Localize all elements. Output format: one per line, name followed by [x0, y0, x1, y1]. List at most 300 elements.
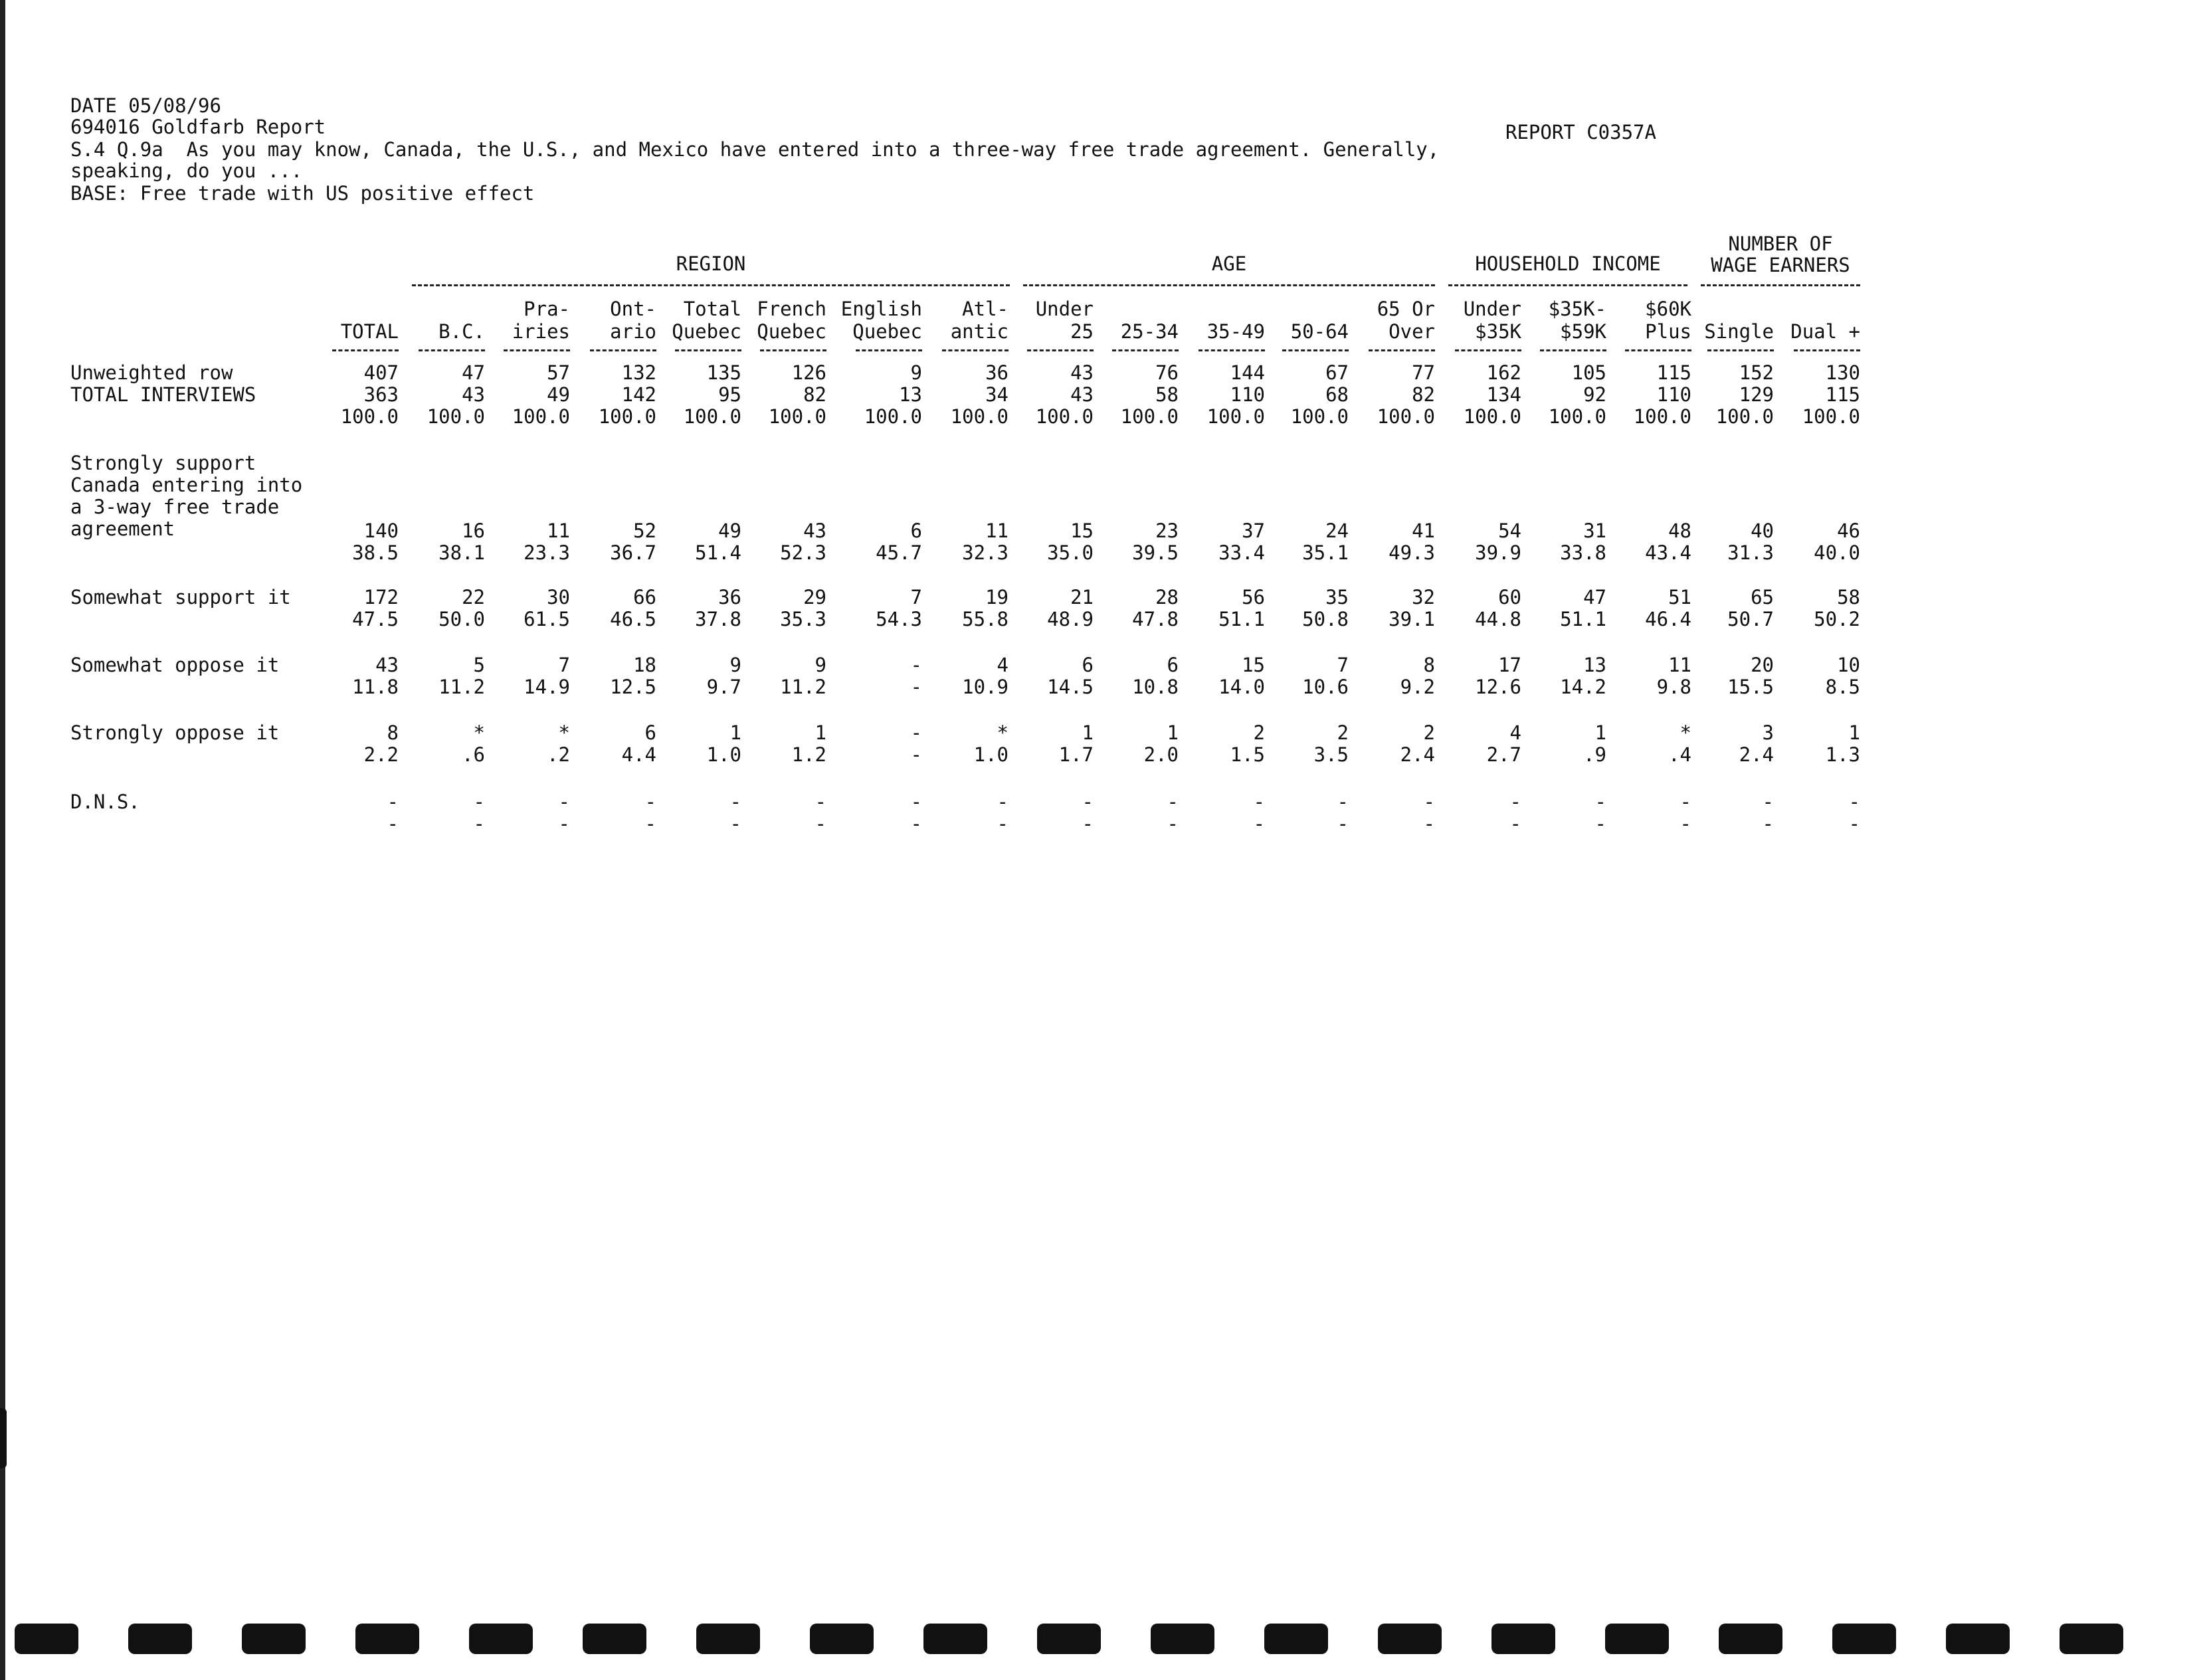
table-cell: -: [1253, 812, 1265, 835]
table-cell: 57: [547, 361, 570, 384]
table-cell: 1: [729, 721, 741, 744]
table-cell: 100.0: [1206, 405, 1265, 428]
table-cell: 110: [1656, 383, 1691, 406]
punch-mark: [1719, 1624, 1782, 1654]
column-header-line1: Under: [1463, 298, 1521, 320]
table-cell: 14.9: [524, 676, 570, 698]
table-cell: 100.0: [1463, 405, 1521, 428]
table-cell: 4: [997, 654, 1008, 676]
table-cell: -: [1509, 791, 1521, 813]
table-cell: 1: [1082, 721, 1094, 744]
group-heading-wage-earners-1: NUMBER OF: [1728, 233, 1833, 255]
table-cell: 14.0: [1218, 676, 1265, 698]
table-cell: 12.5: [610, 676, 656, 698]
table-cell: -: [1594, 791, 1606, 813]
table-cell: -: [644, 812, 656, 835]
table-cell: 172: [363, 586, 399, 608]
punch-mark: [1491, 1624, 1555, 1654]
column-header-line2: TOTAL: [340, 320, 399, 343]
table-cell: 32.3: [962, 541, 1008, 564]
table-cell: 144: [1230, 361, 1265, 384]
column-header-line2: 50-64: [1290, 320, 1349, 343]
table-cell: 100.0: [512, 405, 570, 428]
table-cell: 2.0: [1143, 743, 1179, 766]
table-cell: 67: [1325, 361, 1349, 384]
table-cell: 50.7: [1727, 608, 1774, 630]
table-cell: 61.5: [524, 608, 570, 630]
table-cell: 2: [1253, 721, 1265, 744]
column-header-line2: Quebec: [757, 320, 826, 343]
group-heading-age: AGE: [1211, 252, 1247, 275]
table-cell: -: [1337, 791, 1349, 813]
table-cell: -: [387, 791, 399, 813]
table-cell: 23: [1155, 519, 1179, 542]
question-text-line-2: speaking, do you ...: [70, 159, 303, 182]
table-cell: 52: [633, 519, 656, 542]
table-cell: 39.5: [1132, 541, 1179, 564]
column-header-rule: [1707, 349, 1774, 351]
table-cell: 11: [985, 519, 1008, 542]
punch-mark: [583, 1624, 646, 1654]
table-cell: 37.8: [695, 608, 741, 630]
row-label: TOTAL INTERVIEWS: [70, 383, 256, 406]
table-cell: 5: [473, 654, 485, 676]
table-cell: 1: [1594, 721, 1606, 744]
table-cell: -: [729, 812, 741, 835]
table-cell: 95: [718, 383, 741, 406]
punch-mark: [1832, 1624, 1896, 1654]
table-cell: 58: [1837, 586, 1860, 608]
table-cell: -: [1423, 791, 1435, 813]
column-header-line2: $35K: [1475, 320, 1521, 343]
table-cell: 58: [1155, 383, 1179, 406]
punch-mark: [1151, 1624, 1214, 1654]
punch-mark: [1378, 1624, 1442, 1654]
punch-mark: [696, 1624, 760, 1654]
column-header-rule: [1540, 349, 1606, 351]
group-heading-wage-earners-2: WAGE EARNERS: [1711, 254, 1850, 276]
column-header-rule: [1455, 349, 1521, 351]
row-label: D.N.S.: [70, 791, 140, 813]
table-cell: 47.8: [1132, 608, 1179, 630]
table-cell: 162: [1486, 361, 1521, 384]
table-cell: 40.0: [1814, 541, 1860, 564]
column-header-line2: ario: [610, 320, 656, 343]
table-cell: 407: [363, 361, 399, 384]
table-cell: 6: [644, 721, 656, 744]
table-cell: 8: [1423, 654, 1435, 676]
table-cell: 115: [1825, 383, 1860, 406]
table-cell: .2: [547, 743, 570, 766]
table-cell: 9.2: [1400, 676, 1435, 698]
table-cell: 1.0: [973, 743, 1008, 766]
table-cell: .9: [1583, 743, 1606, 766]
table-cell: -: [1082, 812, 1094, 835]
column-header-line1: English: [840, 298, 922, 320]
table-cell: 100.0: [1035, 405, 1094, 428]
table-cell: 48.9: [1047, 608, 1094, 630]
table-cell: 11: [547, 519, 570, 542]
column-header-line1: $35K-: [1548, 298, 1606, 320]
table-cell: 100.0: [864, 405, 922, 428]
table-cell: 19: [985, 586, 1008, 608]
table-cell: -: [1680, 791, 1691, 813]
table-cell: 48: [1668, 519, 1691, 542]
base-text: BASE: Free trade with US positive effect: [70, 182, 535, 205]
table-cell: 43.4: [1645, 541, 1691, 564]
column-header-line1: Under: [1035, 298, 1094, 320]
column-header-line2: iries: [512, 320, 570, 343]
report-title: 694016 Goldfarb Report: [70, 116, 326, 138]
column-header-line2: 25: [1070, 320, 1094, 343]
table-cell: -: [997, 812, 1008, 835]
table-cell: 47: [1583, 586, 1606, 608]
table-cell: 6: [1167, 654, 1179, 676]
column-header-line2: Plus: [1645, 320, 1691, 343]
table-cell: 126: [791, 361, 826, 384]
table-cell: 4: [1509, 721, 1521, 744]
table-cell: 39.9: [1475, 541, 1521, 564]
table-cell: 35: [1325, 586, 1349, 608]
column-header-line2: Quebec: [852, 320, 922, 343]
table-cell: 105: [1571, 361, 1606, 384]
table-cell: 9.7: [706, 676, 741, 698]
table-cell: 43: [375, 654, 399, 676]
table-cell: 14.2: [1560, 676, 1606, 698]
row-label: Strongly support: [70, 452, 256, 474]
table-cell: -: [1594, 812, 1606, 835]
table-cell: 11: [1668, 654, 1691, 676]
table-cell: 100.0: [768, 405, 826, 428]
column-header-line2: antic: [950, 320, 1008, 343]
table-cell: -: [473, 791, 485, 813]
row-label: Canada entering into: [70, 474, 303, 496]
table-cell: 100.0: [683, 405, 741, 428]
table-cell: 100.0: [427, 405, 485, 428]
table-cell: 32: [1412, 586, 1435, 608]
table-cell: 76: [1155, 361, 1179, 384]
table-cell: -: [1762, 791, 1774, 813]
table-cell: 60: [1498, 586, 1521, 608]
column-header-rule: [675, 349, 741, 351]
table-cell: -: [910, 791, 922, 813]
column-header-rule: [1794, 349, 1860, 351]
table-cell: 140: [363, 519, 399, 542]
table-cell: 100.0: [1290, 405, 1349, 428]
table-cell: 1.0: [706, 743, 741, 766]
table-cell: 51.1: [1218, 608, 1265, 630]
report-id: REPORT C0357A: [1505, 121, 1656, 143]
table-cell: 30: [547, 586, 570, 608]
punch-mark: [242, 1624, 306, 1654]
table-cell: 66: [633, 586, 656, 608]
table-cell: 18: [633, 654, 656, 676]
row-label: Unweighted row: [70, 361, 233, 384]
column-header-line2: 35-49: [1206, 320, 1265, 343]
table-cell: 11.2: [780, 676, 826, 698]
table-cell: 10.9: [962, 676, 1008, 698]
table-cell: 3: [1762, 721, 1774, 744]
table-cell: 14.5: [1047, 676, 1094, 698]
group-rule-household-income: [1448, 284, 1687, 286]
column-header-rule: [1625, 349, 1691, 351]
table-cell: 22: [462, 586, 485, 608]
table-cell: 36.7: [610, 541, 656, 564]
table-cell: -: [997, 791, 1008, 813]
column-header-line1: Ont-: [610, 298, 656, 320]
table-cell: 10.8: [1132, 676, 1179, 698]
table-cell: 15: [1242, 654, 1265, 676]
table-cell: -: [910, 812, 922, 835]
table-cell: 115: [1656, 361, 1691, 384]
table-cell: 7: [910, 586, 922, 608]
punch-mark: [15, 1624, 78, 1654]
table-cell: 49: [547, 383, 570, 406]
table-cell: 6: [1082, 654, 1094, 676]
table-cell: 33.8: [1560, 541, 1606, 564]
row-label: a 3-way free trade: [70, 496, 280, 518]
table-cell: 39.1: [1389, 608, 1435, 630]
table-cell: 49: [718, 519, 741, 542]
table-cell: 9: [815, 654, 826, 676]
group-rule-region: [412, 284, 1010, 286]
column-header-line1: Atl-: [962, 298, 1008, 320]
table-cell: 110: [1230, 383, 1265, 406]
column-header-line2: B.C.: [438, 320, 485, 343]
table-cell: 36: [718, 586, 741, 608]
table-cell: 37: [1242, 519, 1265, 542]
punch-mark: [923, 1624, 987, 1654]
table-cell: 100.0: [950, 405, 1008, 428]
table-cell: 13: [1583, 654, 1606, 676]
table-cell: 46.4: [1645, 608, 1691, 630]
table-cell: -: [473, 812, 485, 835]
table-cell: -: [910, 721, 922, 744]
table-cell: -: [387, 812, 399, 835]
table-cell: 100.0: [1802, 405, 1860, 428]
table-cell: 47: [462, 361, 485, 384]
table-cell: -: [644, 791, 656, 813]
punch-mark: [2060, 1624, 2123, 1654]
table-cell: -: [558, 791, 570, 813]
punch-mark: [810, 1624, 874, 1654]
column-header-rule: [332, 349, 399, 351]
table-cell: 16: [462, 519, 485, 542]
table-cell: 4.4: [621, 743, 656, 766]
report-date: DATE 05/08/96: [70, 94, 221, 117]
table-cell: 43: [803, 519, 826, 542]
table-cell: -: [1680, 812, 1691, 835]
table-cell: 46: [1837, 519, 1860, 542]
table-cell: 3.5: [1313, 743, 1349, 766]
group-rule-age: [1023, 284, 1435, 286]
table-cell: 1.3: [1825, 743, 1860, 766]
table-cell: 54.3: [876, 608, 922, 630]
table-cell: -: [910, 654, 922, 676]
question-text-line-1: S.4 Q.9a As you may know, Canada, the U.S., and Mexico have entered into a three-way free trade agreement. Generally,: [70, 138, 1440, 161]
table-cell: *: [558, 721, 570, 744]
table-cell: .6: [462, 743, 485, 766]
table-cell: 33.4: [1218, 541, 1265, 564]
table-cell: -: [1337, 812, 1349, 835]
table-cell: 17: [1498, 654, 1521, 676]
table-cell: 34: [985, 383, 1008, 406]
table-cell: 47.5: [352, 608, 399, 630]
table-cell: 2.4: [1739, 743, 1774, 766]
table-cell: 51.4: [695, 541, 741, 564]
table-cell: *: [997, 721, 1008, 744]
table-cell: 77: [1412, 361, 1435, 384]
table-cell: 55.8: [962, 608, 1008, 630]
table-cell: 100.0: [1715, 405, 1774, 428]
table-cell: 29: [803, 586, 826, 608]
table-cell: 31: [1583, 519, 1606, 542]
column-header-line2: Over: [1389, 320, 1435, 343]
table-cell: 15: [1070, 519, 1094, 542]
group-rule-wage-earners: [1701, 284, 1860, 286]
punch-mark: [469, 1624, 533, 1654]
table-cell: -: [1509, 812, 1521, 835]
table-cell: 1.2: [791, 743, 826, 766]
table-cell: 45.7: [876, 541, 922, 564]
table-cell: 9.8: [1656, 676, 1691, 698]
table-cell: 65: [1751, 586, 1774, 608]
row-label: agreement: [70, 517, 175, 540]
table-cell: 43: [1070, 361, 1094, 384]
table-cell: 1: [815, 721, 826, 744]
table-cell: -: [1167, 812, 1179, 835]
punch-mark: [1605, 1624, 1669, 1654]
table-cell: 50.8: [1302, 608, 1349, 630]
table-cell: 13: [899, 383, 922, 406]
table-cell: 132: [621, 361, 656, 384]
table-cell: -: [1423, 812, 1435, 835]
table-cell: 15.5: [1727, 676, 1774, 698]
row-label: Strongly oppose it: [70, 721, 280, 744]
table-cell: 28: [1155, 586, 1179, 608]
column-header-line1: $60K: [1645, 298, 1691, 320]
table-cell: 68: [1325, 383, 1349, 406]
table-cell: .4: [1668, 743, 1691, 766]
table-cell: 52.3: [780, 541, 826, 564]
table-cell: -: [1848, 812, 1860, 835]
group-heading-region: REGION: [676, 252, 746, 275]
table-cell: 50.0: [438, 608, 485, 630]
table-cell: 363: [363, 383, 399, 406]
table-cell: 130: [1825, 361, 1860, 384]
table-cell: -: [910, 743, 922, 766]
column-header-rule: [1282, 349, 1349, 351]
table-cell: 1: [1848, 721, 1860, 744]
column-header-rule: [419, 349, 485, 351]
table-cell: 23.3: [524, 541, 570, 564]
column-header-rule: [1369, 349, 1435, 351]
column-header-line1: French: [757, 298, 826, 320]
table-cell: 2.7: [1486, 743, 1521, 766]
row-label: Somewhat support it: [70, 586, 291, 608]
punch-mark: [128, 1624, 192, 1654]
table-cell: 135: [706, 361, 741, 384]
table-cell: 100.0: [1377, 405, 1435, 428]
column-header-line1: 65 Or: [1377, 298, 1435, 320]
table-cell: 49.3: [1389, 541, 1435, 564]
table-cell: 51.1: [1560, 608, 1606, 630]
column-header-line2: $59K: [1560, 320, 1606, 343]
table-cell: 1.7: [1058, 743, 1094, 766]
table-cell: -: [815, 791, 826, 813]
table-cell: 56: [1242, 586, 1265, 608]
table-cell: 24: [1325, 519, 1349, 542]
table-cell: -: [1848, 791, 1860, 813]
table-cell: 38.5: [352, 541, 399, 564]
table-cell: 100.0: [1548, 405, 1606, 428]
column-header-line2: 25-34: [1120, 320, 1179, 343]
table-cell: 10: [1837, 654, 1860, 676]
column-header-rule: [504, 349, 570, 351]
table-cell: 7: [1337, 654, 1349, 676]
column-header-line1: Total: [683, 298, 741, 320]
table-cell: 2: [1337, 721, 1349, 744]
column-header-rule: [1027, 349, 1094, 351]
table-cell: 152: [1739, 361, 1774, 384]
column-header-line1: Pra-: [524, 298, 570, 320]
table-cell: 100.0: [1120, 405, 1179, 428]
table-cell: 51: [1668, 586, 1691, 608]
table-cell: 92: [1583, 383, 1606, 406]
table-cell: 82: [1412, 383, 1435, 406]
table-cell: 43: [462, 383, 485, 406]
table-cell: 35.0: [1047, 541, 1094, 564]
table-cell: 9: [910, 361, 922, 384]
table-cell: *: [1680, 721, 1691, 744]
table-cell: 36: [985, 361, 1008, 384]
table-cell: 12.6: [1475, 676, 1521, 698]
table-cell: 1.5: [1230, 743, 1265, 766]
table-cell: 44.8: [1475, 608, 1521, 630]
table-cell: 6: [910, 519, 922, 542]
table-cell: 7: [558, 654, 570, 676]
group-heading-household-income: HOUSEHOLD INCOME: [1475, 252, 1661, 275]
column-header-line2: Quebec: [672, 320, 741, 343]
table-cell: -: [1167, 791, 1179, 813]
row-label: Somewhat oppose it: [70, 654, 280, 676]
punch-mark: [355, 1624, 419, 1654]
table-cell: -: [815, 812, 826, 835]
table-cell: 82: [803, 383, 826, 406]
table-cell: 8: [387, 721, 399, 744]
table-cell: 41: [1412, 519, 1435, 542]
column-header-rule: [856, 349, 922, 351]
table-cell: 54: [1498, 519, 1521, 542]
table-cell: 35.3: [780, 608, 826, 630]
table-cell: -: [1082, 791, 1094, 813]
column-header-line2: Single: [1704, 320, 1774, 343]
column-header-rule: [1112, 349, 1179, 351]
table-cell: -: [910, 676, 922, 698]
table-cell: 8.5: [1825, 676, 1860, 698]
column-header-rule: [942, 349, 1008, 351]
table-cell: 134: [1486, 383, 1521, 406]
table-cell: 2.4: [1400, 743, 1435, 766]
column-header-rule: [760, 349, 826, 351]
column-header-rule: [590, 349, 656, 351]
table-cell: 46.5: [610, 608, 656, 630]
binding-mark: [0, 1408, 7, 1468]
table-cell: 11.8: [352, 676, 399, 698]
column-header-line2: Dual +: [1790, 320, 1860, 343]
table-cell: -: [558, 812, 570, 835]
table-cell: 43: [1070, 383, 1094, 406]
